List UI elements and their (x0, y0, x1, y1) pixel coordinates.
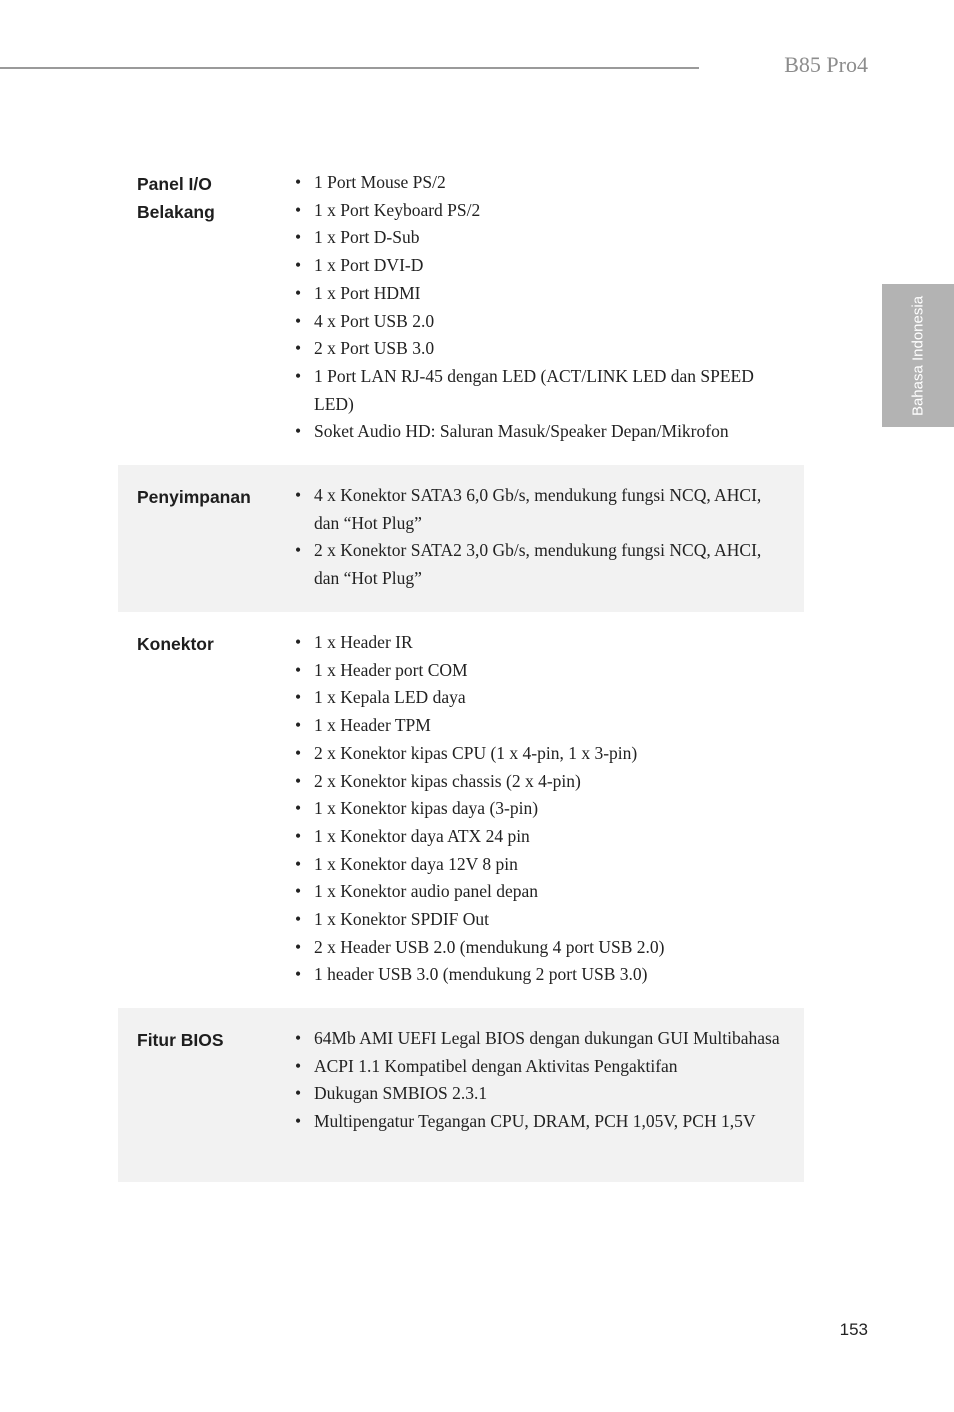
list-item-text: 4 x Port USB 2.0 (314, 310, 435, 331)
list-item (295, 823, 785, 851)
list-item-text: 1 x Port D-Sub (314, 227, 420, 248)
bullet-icon: • (295, 1111, 302, 1132)
model-name: B85 Pro4 (784, 52, 868, 77)
list-item-text: 1 x Kepala LED daya (314, 687, 466, 708)
list-item (295, 768, 785, 796)
list-item (295, 961, 785, 989)
list-item-text: 64Mb AMI UEFI Legal BIOS dengan dukungan GUI Multibahasa (314, 1028, 780, 1048)
bullet-icon: • (295, 365, 302, 386)
spec-label-line: Belakang (137, 202, 215, 222)
language-tab-label: Bahasa Indonesia (909, 295, 927, 416)
list-item-text: Soket Audio HD: Saluran Masuk/Speaker Depan/Mikrofon (314, 421, 729, 442)
list-item-text: 2 x Header USB 2.0 (mendukung 4 port USB 2.0) (314, 936, 665, 957)
spec-list-connectors (295, 629, 785, 989)
bullet-icon: • (295, 798, 302, 819)
bullet-icon: • (295, 659, 302, 680)
spec-label-storage (137, 483, 251, 511)
list-item (295, 197, 770, 225)
list-item (295, 934, 785, 962)
bullet-icon: • (295, 540, 302, 561)
spec-label-bios (137, 1026, 224, 1054)
list-item (295, 1080, 785, 1108)
spec-label-rear-io (137, 170, 215, 226)
list-item (295, 280, 770, 308)
list-item-text: 1 x Konektor daya ATX 24 pin (314, 825, 530, 846)
list-item (295, 851, 785, 879)
header-rule (0, 67, 699, 69)
bullet-icon: • (295, 1083, 302, 1104)
list-item-text: 2 x Konektor kipas CPU (1 x 4-pin, 1 x 3-pin) (314, 742, 638, 763)
list-item-text: 1 x Konektor daya 12V 8 pin (314, 853, 518, 874)
list-item (295, 169, 770, 197)
bullet-icon: • (295, 715, 302, 736)
list-item (295, 224, 770, 252)
bullet-icon: • (295, 485, 302, 505)
bullet-icon: • (295, 853, 302, 874)
bullet-icon: • (295, 421, 302, 442)
bullet-icon: • (295, 909, 302, 930)
bullet-icon: • (295, 255, 302, 276)
bullet-icon: • (295, 338, 302, 359)
list-item (295, 657, 785, 685)
bullet-icon: • (295, 742, 302, 763)
list-item (295, 1025, 785, 1053)
spec-section-rear-io (118, 169, 804, 449)
spec-label-line: Fitur BIOS (137, 1030, 224, 1050)
list-item-text: 1 x Port HDMI (314, 282, 421, 303)
list-item (295, 363, 770, 418)
bullet-icon: • (295, 964, 302, 985)
list-item-text: 2 x Port USB 3.0 (314, 338, 435, 359)
bullet-icon: • (295, 282, 302, 303)
page-number: 153 (839, 1320, 868, 1339)
spec-label-line: Panel I/O (137, 174, 212, 194)
list-item-text: 1 x Header IR (314, 632, 413, 652)
bullet-icon: • (295, 199, 302, 220)
spec-section-connectors (118, 629, 804, 999)
spec-label-line: Konektor (137, 634, 214, 654)
list-item (295, 878, 785, 906)
bullet-icon: • (295, 632, 302, 652)
list-item-text: 1 x Port DVI-D (314, 255, 424, 276)
bullet-icon: • (295, 825, 302, 846)
list-item-text: 1 Port Mouse PS/2 (314, 172, 446, 192)
list-item-text: 1 x Konektor kipas daya (3-pin) (314, 798, 539, 819)
list-item (295, 308, 770, 336)
list-item (295, 684, 785, 712)
list-item-text: 1 x Konektor audio panel depan (314, 881, 539, 902)
bullet-icon: • (295, 936, 302, 957)
list-item-text: Multipengatur Tegangan CPU, DRAM, PCH 1,05V, PCH 1,5V (314, 1111, 756, 1132)
list-item (295, 712, 785, 740)
bullet-icon: • (295, 172, 302, 192)
bullet-icon: • (295, 227, 302, 248)
list-item-text: 1 x Header port COM (314, 659, 468, 680)
spec-list-bios (295, 1025, 785, 1136)
list-item (295, 1108, 785, 1136)
list-item (295, 482, 785, 537)
list-item (295, 418, 770, 446)
list-item-text: 4 x Konektor SATA3 6,0 Gb/s, mendukung fungsi NCQ, AHCI, dan “Hot Plug” (314, 485, 762, 533)
list-item-text: Dukugan SMBIOS 2.3.1 (314, 1083, 488, 1104)
spec-section-bios (118, 1008, 804, 1182)
list-item-text: 1 header USB 3.0 (mendukung 2 port USB 3.0) (314, 964, 648, 985)
list-item-text: 1 Port LAN RJ-45 dengan LED (ACT/LINK LED dan SPEED LED) (314, 365, 754, 414)
list-item-text: 2 x Konektor kipas chassis (2 x 4-pin) (314, 770, 581, 791)
list-item-text: 1 x Port Keyboard PS/2 (314, 199, 481, 220)
spec-section-storage (118, 465, 804, 612)
list-item (295, 1053, 785, 1081)
bullet-icon: • (295, 881, 302, 902)
bullet-icon: • (295, 1028, 302, 1048)
list-item-text: 1 x Header TPM (314, 715, 431, 736)
list-item-text: ACPI 1.1 Kompatibel dengan Aktivitas Pengaktifan (314, 1055, 678, 1076)
list-item (295, 335, 770, 363)
language-side-tab (882, 284, 954, 427)
spec-label-line: Penyimpanan (137, 487, 251, 507)
list-item (295, 795, 785, 823)
list-item (295, 252, 770, 280)
bullet-icon: • (295, 1055, 302, 1076)
spec-label-connectors (137, 630, 214, 658)
list-item-text: 1 x Konektor SPDIF Out (314, 909, 490, 930)
spec-list-rear-io (295, 169, 770, 446)
spec-list-storage (295, 482, 785, 593)
list-item (295, 629, 785, 657)
bullet-icon: • (295, 310, 302, 331)
list-item (295, 906, 785, 934)
bullet-icon: • (295, 687, 302, 708)
bullet-icon: • (295, 770, 302, 791)
list-item-text: 2 x Konektor SATA2 3,0 Gb/s, mendukung fungsi NCQ, AHCI, dan “Hot Plug” (314, 540, 762, 589)
list-item (295, 740, 785, 768)
list-item (295, 537, 785, 592)
